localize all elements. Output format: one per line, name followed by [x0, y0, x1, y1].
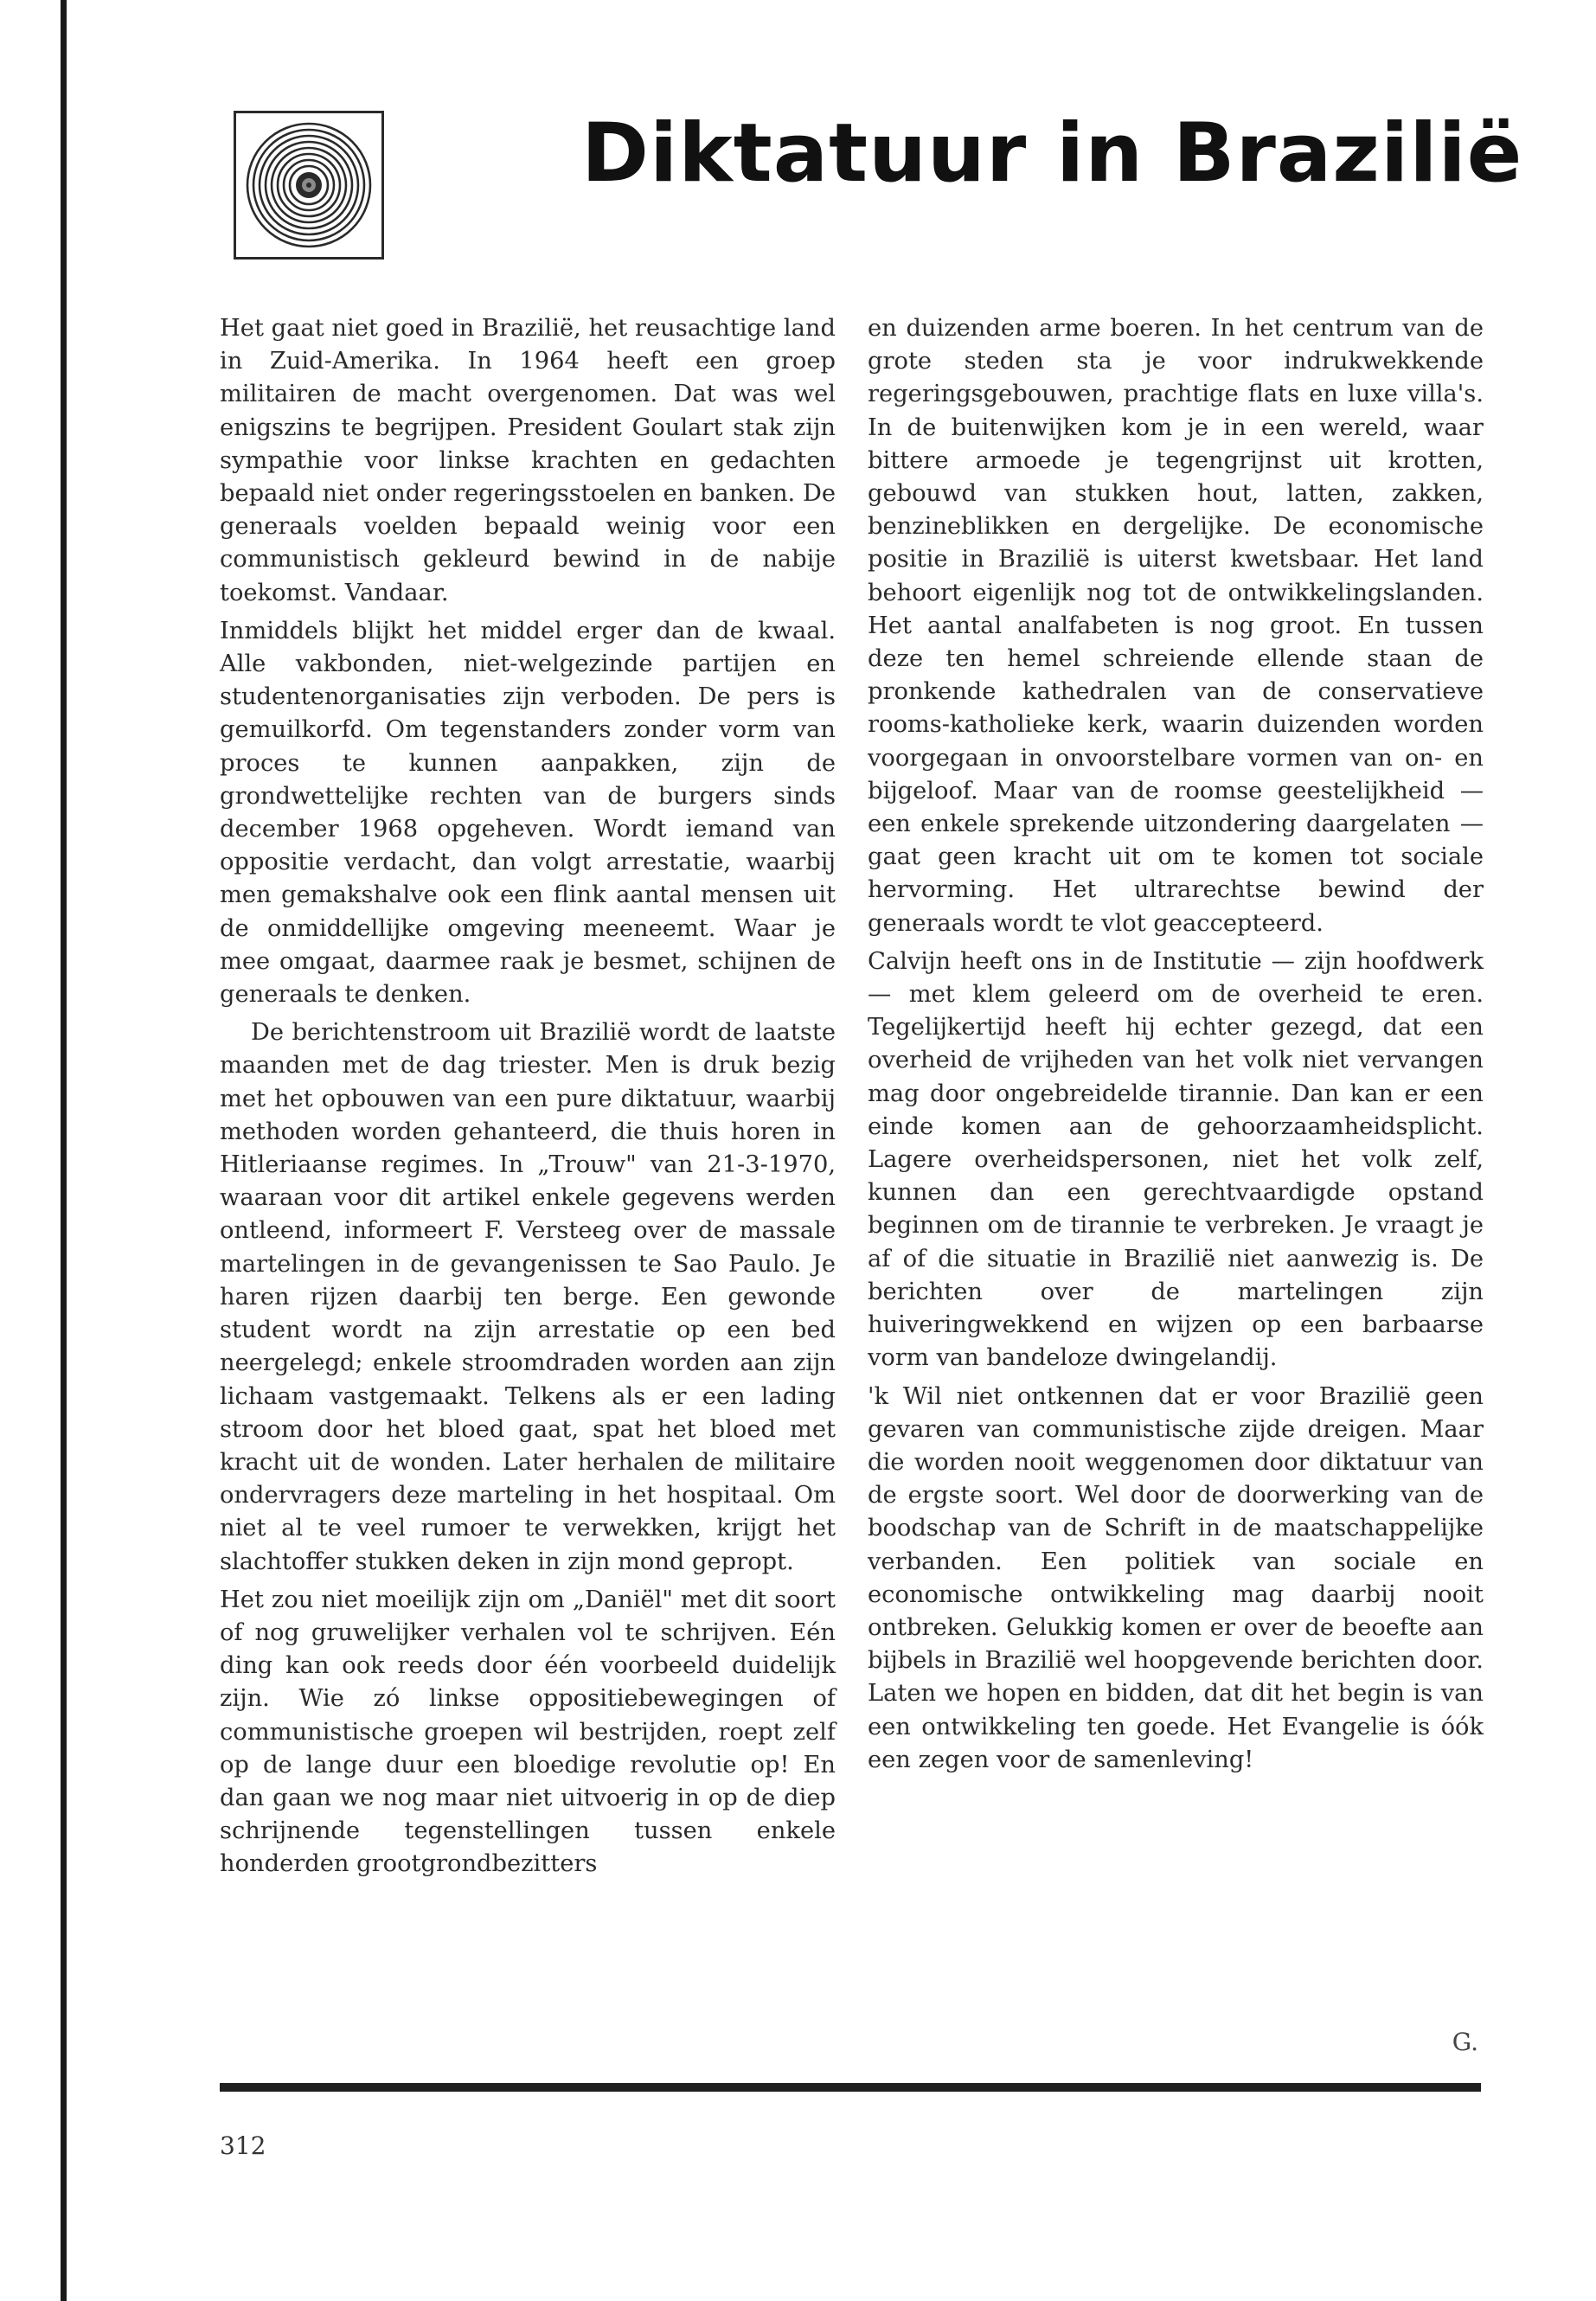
paragraph: Het zou niet moeilijk zijn om „Daniël" met dit soort of nog gruwelijker verhalen vol te schrijven. Eén ding kan ook reeds door één voorbeeld duidelijk zijn. Wie zó linkse oppositiebewegingen of communistische groepen wil bestrijden, roept zelf op de lange duur een bloedige revolutie op! En dan gaan we nog maar niet uitvoerig in op de diep schrijnende tegenstellingen tussen enkele honderden grootgrondbezitters [220, 1586, 836, 1878]
scan-edge [61, 0, 67, 2301]
page-number: 312 [220, 2131, 266, 2160]
divider-rule [220, 2083, 1481, 2092]
paragraph: Calvijn heeft ons in de Institutie — zijn hoofdwerk — met klem geleerd om de overheid te eren. Tegelijkertijd heeft hij echter gezegd, dat een overheid de vrijheden van het volk niet vervangen mag door ongebreidelde tirannie. Dan kan er een einde komen aan de gehoorzaamheidsplicht. Lagere overheidspersonen, niet het volk zelf, kunnen dan een gerechtvaardigde opstand beginnen om de tirannie te verbreken. Je vraagt je af of die situatie in Brazilië niet aanwezig is. De berichten over de martelingen zijn huiveringwekkend en wijzen op een barbaarse vorm van bandeloze dwingelandij. [868, 947, 1484, 1372]
logo-box [234, 111, 384, 260]
article-title: Diktatuur in Brazilië [581, 106, 1523, 201]
paragraph: De berichtenstroom uit Brazilië wordt de laatste maanden met de dag triester. Men is druk bezig met het opbouwen van een pure diktatuur, waarbij methoden worden gehanteerd, die thuis horen in Hitleriaanse regimes. In „Trouw" van 21-3-1970, waaraan voor dit artikel enkele gegevens werden ontleend, informeert F. Versteeg over de massale martelingen in de gevangenissen te Sao Paulo. Je haren rijzen daarbij ten berge. Een gewonde student wordt na zijn arrestatie op een bed neergelegd; enkele stroomdraden worden aan zijn lichaam vastgemaakt. Telkens als er een lading stroom door het bloed gaat, spat het bloed met kracht uit de wonden. Later herhalen de militaire ondervragers deze marteling in het hospitaal. Om niet al te veel rumoer te verwekken, krijgt het slachtoffer stukken deken in zijn mond gepropt. [220, 1019, 836, 1575]
paragraph: Inmiddels blijkt het middel erger dan de kwaal. Alle vakbonden, niet-welgezinde partijen en studentenorganisaties zijn verboden. De pers is gemuilkorfd. Om tegenstanders zonder vorm van proces te kunnen aanpakken, zijn de grondwettelijke rechten van de burgers sinds december 1968 opgeheven. Wordt iemand van oppositie verdacht, dan volgt arrestatie, waarbij men gemakshalve ook een flink aantal mensen uit de onmiddellijke omgeving meeneemt. Waar je mee omgaat, daarmee raak je besmet, schijnen de generaals te denken. [220, 617, 836, 1009]
paragraph: en duizenden arme boeren. In het centrum van de grote steden sta je voor indrukwekkende regeringsgebouwen, prachtige flats en luxe villa's. In de buitenwijken kom je in een wereld, waar bittere armoede je tegengrijnst uit krotten, gebouwd van stukken hout, latten, zakken, benzineblikken en dergelijke. De economische positie in Brazilië is uiterst kwetsbaar. Het land behoort eigenlijk nog tot de ontwikkelingslanden. Het aantal analfabeten is nog groot. En tussen deze ten hemel schreiende ellende staan de pronkende kathedralen van de conservatieve rooms-katholieke kerk, waarin duizenden worden voorgegaan in onvoorstelbare vormen van on- en bijgeloof. Maar van de roomse geestelijkheid — een enkele sprekende uitzondering daargelaten — gaat geen kracht uit om te komen tot sociale hervorming. Het ultrarechtse bewind der generaals wordt te vlot geaccepteerd. [868, 315, 1484, 937]
paragraph: Het gaat niet goed in Brazilië, het reusachtige land in Zuid-Amerika. In 1964 heeft een groep militairen de macht overgenomen. Dat was wel enigszins te begrijpen. President Goulart stak zijn sympathie voor linkse krachten en gedachten bepaald niet onder regeringsstoelen en banken. De generaals voelden bepaald weinig voor een communistisch gekleurd bewind in de nabije toekomst. Vandaar. [220, 315, 836, 606]
right-column [868, 312, 1484, 1782]
left-column [220, 312, 836, 1887]
paragraph: 'k Wil niet ontkennen dat er voor Brazilië geen gevaren van communistische zijde dreigen. Maar die worden nooit weggenomen door diktatuur van de ergste soort. Wel door de doorwerking van de boodschap van de Schrift in de maatschappelijke verbanden. Een politiek van sociale en economische ontwikkeling mag daarbij nooit ontbreken. Gelukkig komen er over de beoefte aan bijbels in Brazilië wel hoopgevende berichten door. Laten we hopen en bidden, dat dit het begin is van een ontwikkeling ten goede. Het Evangelie is óók een zegen voor de samenleving! [868, 1382, 1484, 1773]
concentric-circles-icon [244, 120, 374, 250]
author-signature: G. [1452, 2028, 1478, 2056]
